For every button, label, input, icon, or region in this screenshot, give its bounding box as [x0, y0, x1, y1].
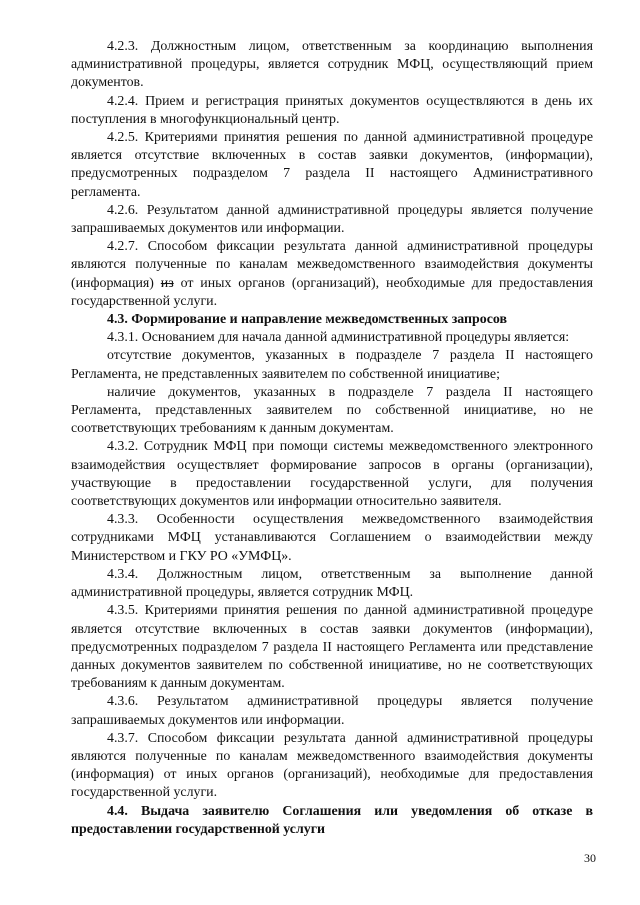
paragraph-4-3-4: 4.3.4. Должностным лицом, ответственным за выполнение данной административной процедуры, является сотрудник МФЦ. [71, 566, 593, 601]
section-heading-4-4: 4.4. Выдача заявителю Соглашения или уведомления об отказе в предоставлении государственной услуги [71, 803, 593, 837]
struck-word: из [160, 275, 174, 291]
paragraph-4-2-7 [71, 238, 593, 311]
section-heading-4-3: 4.3. Формирование и направление межведомственных запросов [107, 312, 507, 328]
paragraph-4-3-7: 4.3.7. Способом фиксации результата данной административной процедуры являются полученные по каналам межведомственного взаимодействия документы (информация) от иных органов (организаций), необходимые для предоставления государственной услуги. [71, 730, 593, 801]
paragraph-4-3-5: 4.3.5. Критериями принятия решения по данной административной процедуре является отсутствие включенных в состав заявки документов (информации), предусмотренных подразделом 7 раздела II настоящего Регламента или представление данных документов заявителем по собственной инициативе, но не соответствующих требованиям к данным документам. [71, 603, 593, 692]
paragraph-4-2-3: 4.2.3. Должностным лицом, ответственным за координацию выполнения административной процедуры, является сотрудник МФЦ, осуществляющий прием документов. [71, 39, 593, 91]
page-number: 30 [584, 851, 596, 865]
paragraph-4-2-6: 4.2.6. Результатом данной административной процедуры является получение запрашиваемых документов или информации. [71, 202, 593, 237]
paragraph-condition-absence: отсутствие документов, указанных в подразделе 7 раздела II настоящего Регламента, не представленных заявителем по собственной инициативе; [71, 348, 593, 382]
paragraph-4-3-6: 4.3.6. Результатом административной процедуры является получение запрашиваемых документов или информации. [71, 694, 593, 728]
paragraph-4-2-4: 4.2.4. Прием и регистрация принятых документов осуществляются в день их поступления в многофункциональный центр. [71, 93, 593, 127]
paragraph-4-2-5: 4.2.5. Критериями принятия решения по данной административной процедуре является отсутствие включенных в состав заявки документов, (информации), предусмотренных подразделом 7 раздела II настоящего Административного регламента. [71, 130, 593, 200]
document-body [71, 38, 593, 839]
paragraph-4-2-7-part-a: 4.2.7. Способом фиксации результата данной административной процедуры являются полученные по каналам межведомственного взаимодействия документы (информация) [71, 239, 593, 291]
paragraph-4-2-7-part-b: от иных органов (организаций), необходимые для предоставления государственной услуги. [71, 275, 593, 309]
paragraph-4-3-1: 4.3.1. Основанием для начала данной административной процедуры является: [107, 330, 570, 346]
paragraph-condition-presence: наличие документов, указанных в подразделе 7 раздела II настоящего Регламента, представленных заявителем по собственной инициативе, но не соответствующих требованиям к данным документам. [71, 384, 593, 437]
paragraph-4-3-3: 4.3.3. Особенности осуществления межведомственного взаимодействия сотрудниками МФЦ устанавливаются Соглашением о взаимодействии между Министерством и ГКУ РО «УМФЦ». [71, 512, 593, 564]
paragraph-4-3-2: 4.3.2. Сотрудник МФЦ при помощи системы межведомственного электронного взаимодействия осуществляет формирование запросов в органы (организации), участвующие в предоставлении государственной услуги, для получения соответствующих документов или информации относительно заявителя. [71, 439, 593, 510]
